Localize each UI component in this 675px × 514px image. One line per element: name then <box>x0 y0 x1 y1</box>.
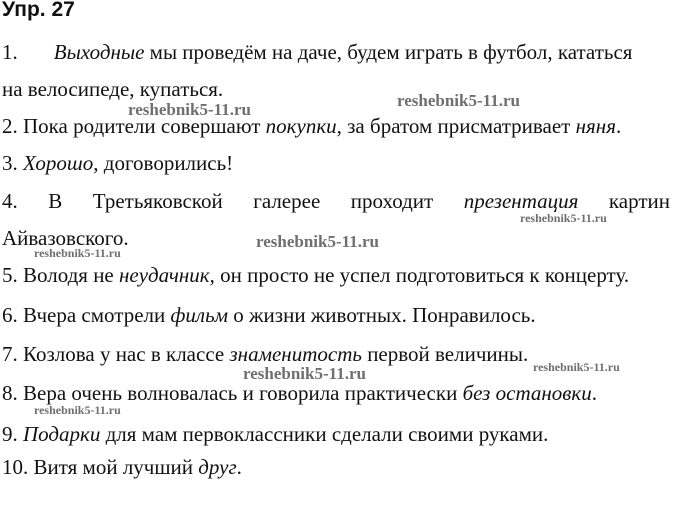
sentence-7 <box>2 342 528 366</box>
watermark: reshebnik5-11.ru <box>520 211 607 225</box>
sentence-text: . <box>236 455 242 479</box>
sentence-4-continuation: Айвазовского. <box>2 226 129 250</box>
italic-word: неудачник <box>119 263 210 287</box>
sentence-number: 1. <box>2 40 18 64</box>
italic-word: друг <box>198 455 237 479</box>
sentence-5 <box>2 263 629 287</box>
sentence-text: . <box>591 381 597 405</box>
sentence-1-continuation: на велосипеде, купаться. <box>2 77 224 101</box>
watermark: reshebnik5-11.ru <box>243 364 366 383</box>
watermark: reshebnik5-11.ru <box>533 360 620 374</box>
sentence-text: для мам первоклассники сделали своими руками. <box>100 422 549 446</box>
sentence-8 <box>2 381 597 405</box>
sentence-text: 6. Вчера смотрели <box>2 303 171 327</box>
sentence-text: , за братом присматривает <box>336 114 576 138</box>
italic-word: няня <box>575 114 616 138</box>
italic-word: Подарки <box>23 422 101 446</box>
italic-word: фильм <box>170 303 229 327</box>
sentence-text: первой величины. <box>361 342 529 366</box>
sentence-number: 4. <box>2 189 18 213</box>
italic-word: презентация <box>463 189 579 213</box>
sentence-text: . <box>615 114 622 138</box>
italic-word: Выходные <box>53 40 145 64</box>
sentence-9 <box>2 422 548 446</box>
sentence-4 <box>2 189 670 213</box>
italic-word: Хорошо <box>23 151 94 175</box>
sentence-text: 8. Вера очень волновалась и говорила практически <box>2 381 463 405</box>
sentence-word: В <box>48 189 63 213</box>
sentence-text: 7. Козлова у нас в классе <box>2 342 230 366</box>
sentence-1 <box>2 40 632 64</box>
sentence-text: 9. <box>2 422 23 446</box>
watermark: reshebnik5-11.ru <box>34 403 121 417</box>
italic-word: знаменитость <box>229 342 362 366</box>
sentence-2 <box>2 114 621 138</box>
watermark: reshebnik5-11.ru <box>128 100 251 119</box>
sentence-6 <box>2 303 536 327</box>
sentence-word: картин <box>608 189 670 213</box>
sentence-word: Третьяковской <box>92 189 223 213</box>
italic-word: покупки <box>265 114 337 138</box>
sentence-10 <box>2 455 242 479</box>
watermark: reshebnik5-11.ru <box>34 246 121 260</box>
sentence-text: , он просто не успел подготовиться к концерту. <box>209 263 630 287</box>
sentence-text: 5. Володя не <box>2 263 120 287</box>
sentence-text: о жизни животных. Понравилось. <box>228 303 536 327</box>
exercise-title: Упр. 27 <box>2 0 75 21</box>
sentence-word: проходит <box>350 189 434 213</box>
sentence-text: мы проведём на даче, будем играть в футбол, кататься <box>144 40 633 64</box>
sentence-text: 3. <box>2 151 23 175</box>
sentence-word: галерее <box>253 189 321 213</box>
sentence-text: 10. Витя мой лучший <box>2 455 199 479</box>
watermark: reshebnik5-11.ru <box>397 91 520 110</box>
sentence-text: 2. Пока родители совершают <box>2 114 266 138</box>
watermark: reshebnik5-11.ru <box>256 232 379 251</box>
sentence-3 <box>2 151 233 175</box>
italic-word: без остановки <box>462 381 592 405</box>
sentence-text: , договорились! <box>93 151 234 175</box>
